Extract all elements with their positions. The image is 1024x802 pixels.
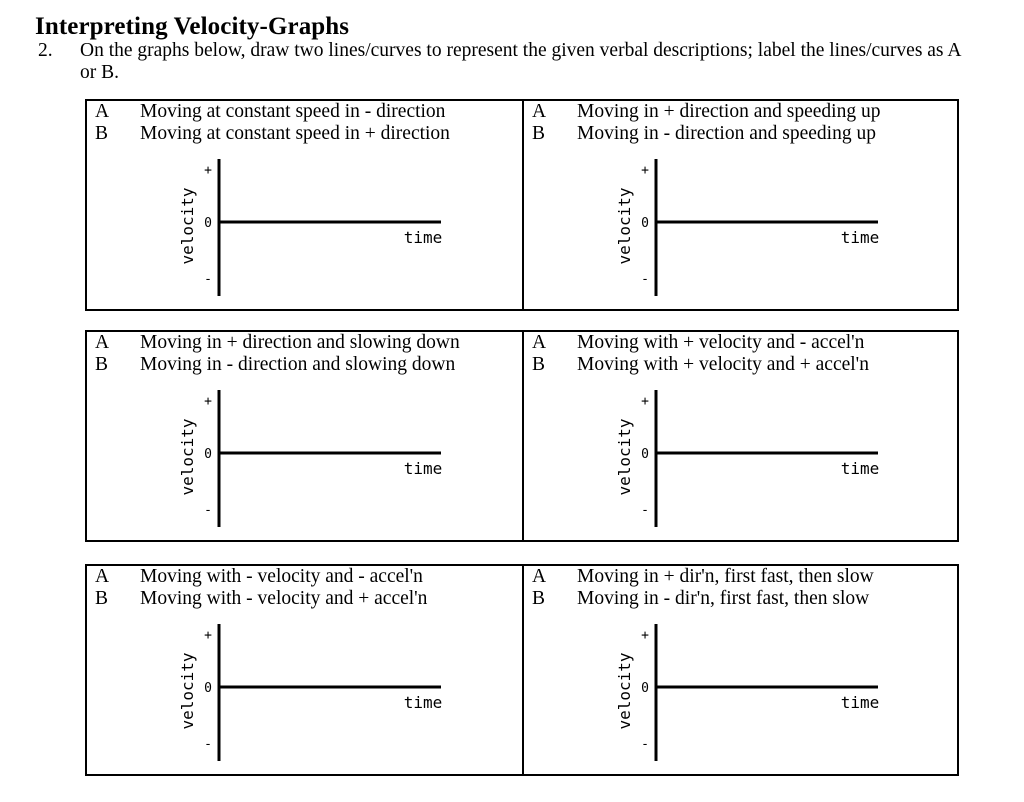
description-b bbox=[95, 354, 455, 376]
velocity-time-graph[interactable] bbox=[604, 384, 884, 528]
plus-tick-label: + bbox=[641, 163, 649, 178]
velocity-time-graph[interactable] bbox=[167, 153, 447, 297]
description-a-letter: A bbox=[95, 332, 110, 353]
velocity-time-graph[interactable] bbox=[167, 618, 447, 762]
description-a-letter: A bbox=[532, 101, 547, 122]
velocity-time-graph[interactable] bbox=[604, 153, 884, 297]
plus-tick-label: + bbox=[641, 394, 649, 409]
page-title: Interpreting Velocity-Graphs bbox=[35, 13, 350, 40]
minus-tick-label: - bbox=[204, 737, 212, 752]
plus-tick-label: + bbox=[204, 394, 212, 409]
description-a-text: Moving in + direction and slowing down bbox=[140, 332, 460, 353]
description-a bbox=[532, 101, 880, 123]
description-a-letter: A bbox=[95, 566, 110, 587]
description-b-letter: B bbox=[95, 588, 109, 609]
graph-panel bbox=[87, 101, 522, 309]
graph-panel bbox=[87, 566, 522, 774]
question-number: 2. bbox=[38, 40, 53, 61]
description-a bbox=[95, 101, 445, 123]
graph-panel bbox=[522, 566, 957, 774]
panel-row-3 bbox=[85, 564, 959, 776]
y-axis-label: velocity bbox=[178, 418, 197, 496]
x-axis-label: time bbox=[840, 459, 880, 478]
description-a-text: Moving with - velocity and - accel'n bbox=[140, 566, 423, 587]
zero-tick-label: 0 bbox=[641, 216, 649, 231]
minus-tick-label: - bbox=[204, 272, 212, 287]
zero-tick-label: 0 bbox=[204, 681, 212, 696]
plus-tick-label: + bbox=[641, 628, 649, 643]
description-a-text: Moving at constant speed in - direction bbox=[140, 101, 446, 122]
panel-row-2 bbox=[85, 330, 959, 542]
description-a bbox=[95, 332, 460, 354]
y-axis-label: velocity bbox=[615, 187, 634, 265]
description-b bbox=[532, 588, 869, 610]
description-b bbox=[95, 588, 427, 610]
graph-panel bbox=[522, 101, 957, 309]
plus-tick-label: + bbox=[204, 163, 212, 178]
description-a bbox=[532, 332, 864, 354]
description-b-text: Moving in - direction and speeding up bbox=[577, 123, 876, 144]
description-a-text: Moving with + velocity and - accel'n bbox=[577, 332, 865, 353]
description-b bbox=[95, 123, 450, 145]
description-b-letter: B bbox=[532, 123, 546, 144]
velocity-time-graph[interactable] bbox=[167, 384, 447, 528]
description-a bbox=[95, 566, 423, 588]
description-b-letter: B bbox=[95, 123, 109, 144]
description-b-text: Moving in - dir'n, first fast, then slow bbox=[577, 588, 870, 609]
x-axis-label: time bbox=[403, 693, 443, 712]
question-instruction: On the graphs below, draw two lines/curves to represent the given verbal descriptions; label the lines/curves as A or B. bbox=[80, 40, 961, 83]
description-b-letter: B bbox=[532, 354, 546, 375]
graph-panel bbox=[522, 332, 957, 540]
description-b-text: Moving in - direction and slowing down bbox=[140, 354, 456, 375]
description-a-text: Moving in + direction and speeding up bbox=[577, 101, 881, 122]
minus-tick-label: - bbox=[641, 737, 649, 752]
description-a-text: Moving in + dir'n, first fast, then slow bbox=[577, 566, 874, 587]
description-a-letter: A bbox=[532, 332, 547, 353]
description-b-letter: B bbox=[95, 354, 109, 375]
zero-tick-label: 0 bbox=[641, 447, 649, 462]
zero-tick-label: 0 bbox=[204, 447, 212, 462]
description-a bbox=[532, 566, 874, 588]
minus-tick-label: - bbox=[641, 272, 649, 287]
graph-panel bbox=[87, 332, 522, 540]
description-b bbox=[532, 123, 876, 145]
zero-tick-label: 0 bbox=[204, 216, 212, 231]
y-axis-label: velocity bbox=[615, 418, 634, 496]
velocity-time-graph[interactable] bbox=[604, 618, 884, 762]
minus-tick-label: - bbox=[641, 503, 649, 518]
description-b bbox=[532, 354, 869, 376]
x-axis-label: time bbox=[840, 228, 880, 247]
y-axis-label: velocity bbox=[178, 652, 197, 730]
y-axis-label: velocity bbox=[178, 187, 197, 265]
plus-tick-label: + bbox=[204, 628, 212, 643]
description-a-letter: A bbox=[95, 101, 110, 122]
y-axis-label: velocity bbox=[615, 652, 634, 730]
x-axis-label: time bbox=[403, 459, 443, 478]
description-b-letter: B bbox=[532, 588, 546, 609]
x-axis-label: time bbox=[403, 228, 443, 247]
zero-tick-label: 0 bbox=[641, 681, 649, 696]
x-axis-label: time bbox=[840, 693, 880, 712]
description-b-text: Moving with - velocity and + accel'n bbox=[140, 588, 428, 609]
description-a-letter: A bbox=[532, 566, 547, 587]
description-b-text: Moving at constant speed in + direction bbox=[140, 123, 450, 144]
description-b-text: Moving with + velocity and + accel'n bbox=[577, 354, 869, 375]
minus-tick-label: - bbox=[204, 503, 212, 518]
panel-row-1 bbox=[85, 99, 959, 311]
